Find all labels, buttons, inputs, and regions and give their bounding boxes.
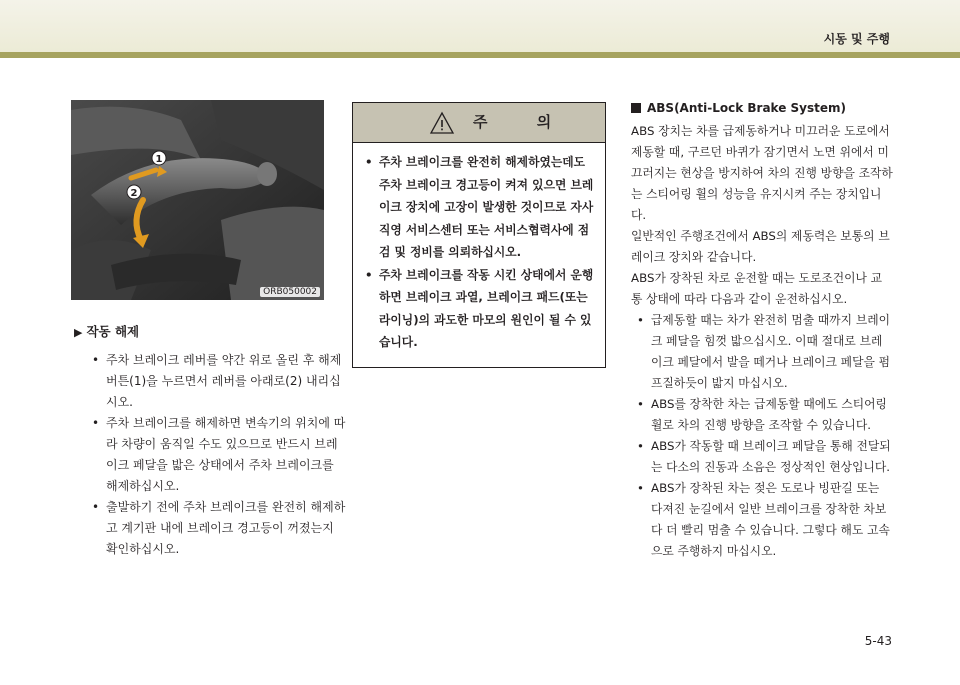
header-rule xyxy=(0,52,960,58)
caution-header xyxy=(353,103,605,143)
list-item: • 주차 브레이크를 작동 시킨 상태에서 운행하면 브레이크 과열, 브레이크 패드(또는 라이닝)의 과도한 마모의 원인이 될 수 있습니다. xyxy=(361,264,597,354)
list-item: • ABS를 장착한 차는 급제동할 때에도 스티어링휠로 차의 진행 방향을 조작할 수 있습니다. xyxy=(631,394,893,436)
abs-title: ABS(Anti-Lock Brake System) xyxy=(647,101,846,115)
list-item: • 주차 브레이크를 해제하면 변속기의 위치에 따라 차량이 움직일 수도 있으므로 반드시 브레이크 페달을 밟은 상태에서 주차 브레이크를 해제하십시오. xyxy=(74,413,346,497)
abs-paragraph: ABS가 장착된 차로 운전할 때는 도로조건이나 교통 상태에 따라 다음과 같이 운전하십시오. xyxy=(631,271,883,306)
square-bullet-icon xyxy=(631,103,641,113)
abs-section xyxy=(631,101,893,562)
caution-box xyxy=(352,102,606,368)
triangle-right-icon: ▶ xyxy=(74,326,83,339)
abs-heading xyxy=(631,101,893,115)
list-item: • 주차 브레이크 레버를 약간 위로 올린 후 해제 버튼(1)을 누르면서 레버를 아래로(2) 내리십시오. xyxy=(74,350,346,413)
release-heading xyxy=(74,322,346,340)
list-item: • ABS가 장착된 차는 젖은 도로나 빙판길 또는 다져진 눈길에서 일반 브레이크를 장착한 차보다 더 빨리 멈출 수 있습니다. 그렇다 해도 고속으로 주행하지 마십시오. xyxy=(631,478,893,562)
figure-code: ORB050002 xyxy=(260,287,320,297)
abs-paragraph: 일반적인 주행조건에서 ABS의 제동력은 보통의 브레이크 장치와 같습니다. xyxy=(631,229,890,264)
caution-list xyxy=(353,143,605,354)
section-title: 시동 및 주행 xyxy=(823,32,890,46)
release-title: 작동 해제 xyxy=(86,324,140,339)
callout-1: 1 xyxy=(155,154,163,165)
list-item: • 출발하기 전에 주차 브레이크를 완전히 해제하고 계기판 내에 브레이크 경고등이 꺼졌는지 확인하십시오. xyxy=(74,497,346,560)
abs-paragraph: ABS 장치는 차를 급제동하거나 미끄러운 도로에서 제동할 때, 구르던 바퀴가 잠기면서 노면 위에서 미끄러지는 현상을 방지하여 차의 진행 방향을 조작하는 스티어링 휠의 성능을 유지시켜 주는 장치입니다. xyxy=(631,124,893,222)
abs-list xyxy=(631,310,893,562)
release-section xyxy=(74,322,346,560)
warning-triangle-icon xyxy=(429,111,455,135)
caution-title: 주 의 xyxy=(473,113,574,131)
callout-2: 2 xyxy=(130,188,138,199)
list-item: • 급제동할 때는 차가 완전히 멈출 때까지 브레이크 페달을 힘껏 밟으십시오. 이때 절대로 브레이크 페달에서 발을 떼거나 브레이크 페달을 펌프질하듯이 밟지 마십시오. xyxy=(631,310,893,394)
header-band xyxy=(0,0,960,52)
parking-brake-photo xyxy=(71,100,324,300)
list-item: • ABS가 작동할 때 브레이크 페달을 통해 전달되는 다소의 진동과 소음은 정상적인 현상입니다. xyxy=(631,436,893,478)
list-item: • 주차 브레이크를 완전히 해제하였는데도 주차 브레이크 경고등이 켜져 있으면 브레이크 장치에 고장이 발생한 것이므로 자사 직영 서비스센터 또는 서비스협력사에 점검 및 정비를 의뢰하십시오. xyxy=(361,151,597,264)
page-number: 5-43 xyxy=(864,634,892,648)
release-list xyxy=(74,350,346,560)
parking-brake-illustration xyxy=(71,100,324,300)
